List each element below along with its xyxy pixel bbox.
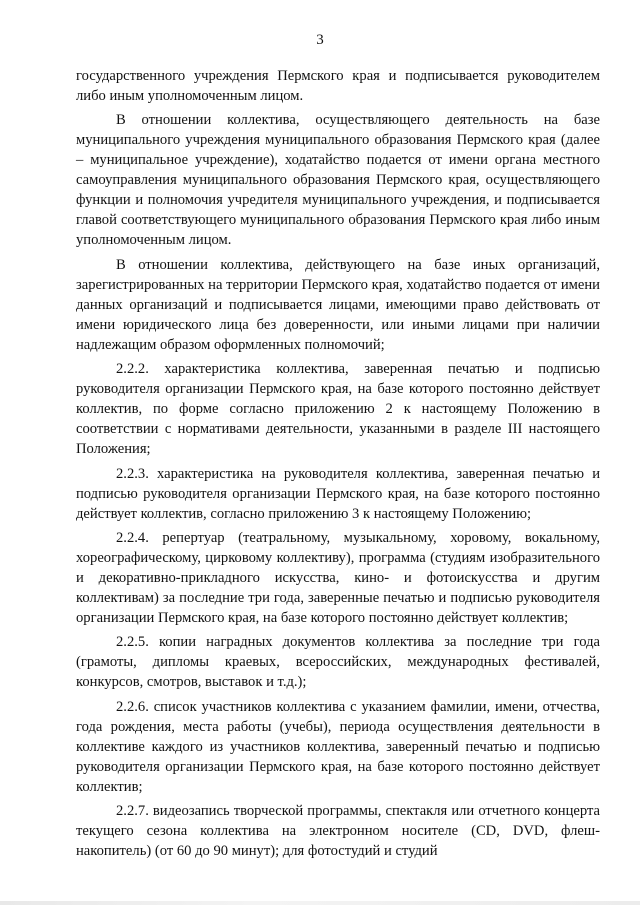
paragraph-item-2-2-5: 2.2.5. копии наградных документов коллектива за последние три года (грамоты, дипломы краевых, всероссийских, международных фестивалей, конкурсов, смотров, выставок и т.д.); bbox=[76, 634, 600, 691]
paragraph-municipal-institution: В отношении коллектива, осуществляющего деятельность на базе муниципального учреждения муниципального образования Пермского края (далее – муниципальное учреждение), ходатайство подается от имени органа местного самоуправления муниципального образования Пермского края, осуществляющего функции и полномочия учредителя муниципального учреждения, и подписывается главой соответствующего муниципального образования Пермского края либо иным уполномоченным лицом. bbox=[76, 112, 600, 249]
paragraph-item-2-2-6: 2.2.6. список участников коллектива с указанием фамилии, имени, отчества, года рождения, места работы (учебы), периода осуществления деятельности в коллективе каждого из участников коллектива, заверенный печатью и подписью руководителя организации Пермского края, на базе которого постоянно действует коллектив; bbox=[76, 698, 600, 795]
paragraph-item-2-2-7: 2.2.7. видеозапись творческой программы, спектакля или отчетного концерта текущего сезона коллектива на электронном носителе (CD, DVD, флеш-накопитель) (от 60 до 90 минут); для фотостудий и студий bbox=[76, 803, 600, 860]
document-body bbox=[76, 66, 600, 866]
scan-bottom-edge bbox=[0, 901, 640, 905]
paragraph-continuation: государственного учреждения Пермского края и подписывается руководителем либо иным уполномоченным лицом. bbox=[76, 68, 600, 104]
paragraph-other-organizations: В отношении коллектива, действующего на базе иных организаций, зарегистрированных на территории Пермского края, ходатайство подается от имени данных организаций и подписывается лицами, имеющими право действовать от имени юридического лица без доверенности, или иными лицами при наличии надлежащим образом оформленных полномочий; bbox=[76, 256, 600, 353]
paragraph-item-2-2-2: 2.2.2. характеристика коллектива, заверенная печатью и подписью руководителя организации Пермского края, на базе которого постоянно действует коллектив, по форме согласно приложению 2 к настоящему Положению в соответствии с нормативами деятельности, указанными в разделе III настоящего Положения; bbox=[76, 361, 600, 458]
paragraph-item-2-2-3: 2.2.3. характеристика на руководителя коллектива, заверенная печатью и подписью руководителя организации Пермского края, на базе которого постоянно действует коллектив, согласно приложению 3 к настоящему Положению; bbox=[76, 465, 600, 522]
page-number: 3 bbox=[316, 32, 324, 48]
paragraph-item-2-2-4: 2.2.4. репертуар (театральному, музыкальному, хоровому, вокальному, хореографическому, цирковому коллективу), программа (студиям изобразительного и декоративно-прикладного искусства, кино- и фотоискусства и другим коллективам) за последние три года, заверенные печатью и подписью руководителя организации Пермского края, на базе которого постоянно действует коллектив; bbox=[76, 529, 600, 626]
